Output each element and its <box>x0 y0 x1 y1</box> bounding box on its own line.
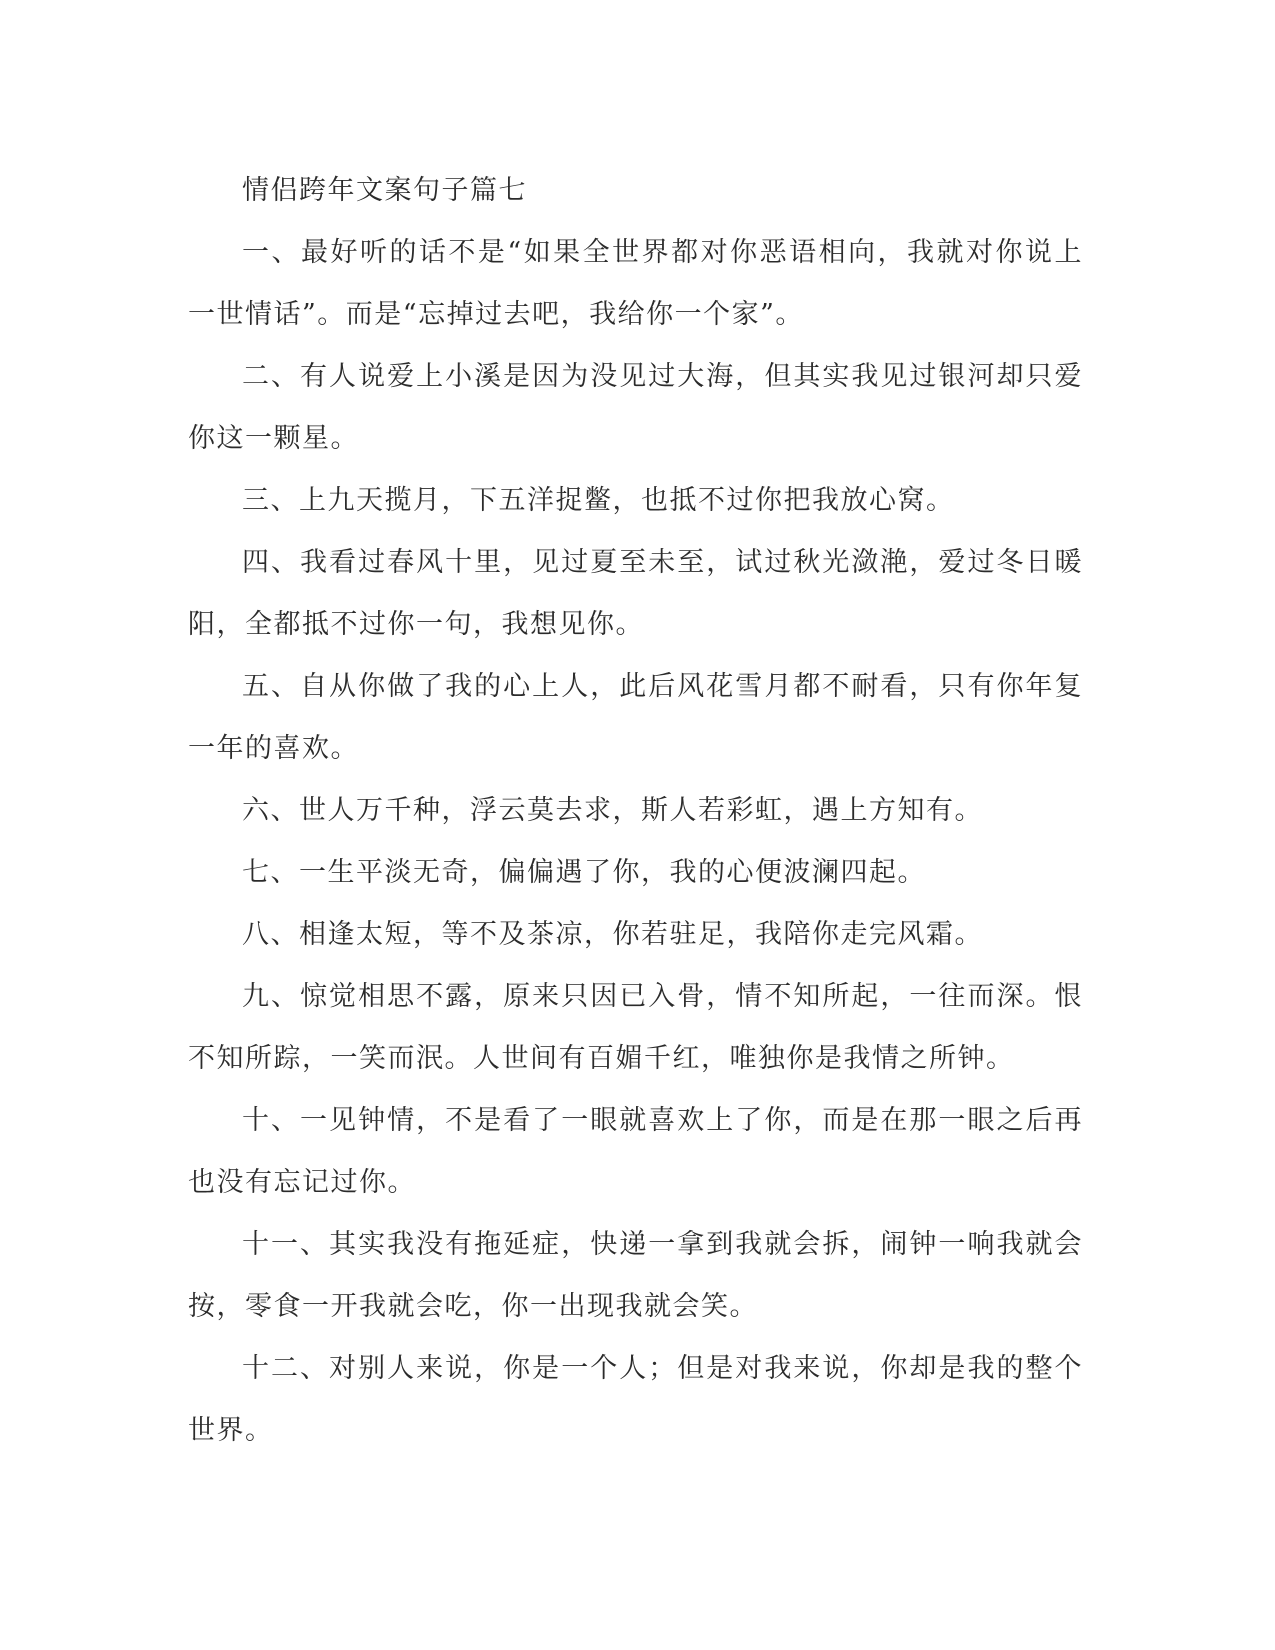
paragraph-10: 十、一见钟情，不是看了一眼就喜欢上了你，而是在那一眼之后再也没有忘记过你。 <box>188 1105 1083 1198</box>
paragraph-6: 六、世人万千种，浮云莫去求，斯人若彩虹，遇上方知有。 <box>242 795 983 826</box>
paragraph-1: 一、最好听的话不是“如果全世界都对你恶语相向，我就对你说上一世情话”。而是“忘掉过去吧，我给你一个家”。 <box>188 237 1083 330</box>
paragraph-8: 八、相逢太短，等不及茶凉，你若驻足，我陪你走完风霜。 <box>242 919 983 950</box>
paragraph-7: 七、一生平淡无奇，偏偏遇了你，我的心便波澜四起。 <box>242 857 926 888</box>
paragraph-4: 四、我看过春风十里，见过夏至未至，试过秋光潋滟，爱过冬日暖阳，全都抵不过你一句，我想见你。 <box>188 547 1083 640</box>
paragraph-2: 二、有人说爱上小溪是因为没见过大海，但其实我见过银河却只爱你这一颗星。 <box>188 361 1083 454</box>
document-title: 情侣跨年文案句子篇七 <box>242 175 527 206</box>
paragraph-3: 三、上九天揽月，下五洋捉鳖，也抵不过你把我放心窝。 <box>242 485 955 516</box>
paragraph-11: 十一、其实我没有拖延症，快递一拿到我就会拆，闹钟一响我就会按，零食一开我就会吃，你一出现我就会笑。 <box>188 1229 1083 1322</box>
paragraph-12: 十二、对别人来说，你是一个人；但是对我来说，你却是我的整个世界。 <box>188 1353 1083 1446</box>
paragraph-5: 五、自从你做了我的心上人，此后风花雪月都不耐看，只有你年复一年的喜欢。 <box>188 671 1083 764</box>
paragraph-9: 九、惊觉相思不露，原来只因已入骨，情不知所起，一往而深。恨不知所踪，一笑而泯。人世间有百媚千红，唯独你是我情之所钟。 <box>188 981 1083 1074</box>
document-body <box>188 160 1083 1462</box>
